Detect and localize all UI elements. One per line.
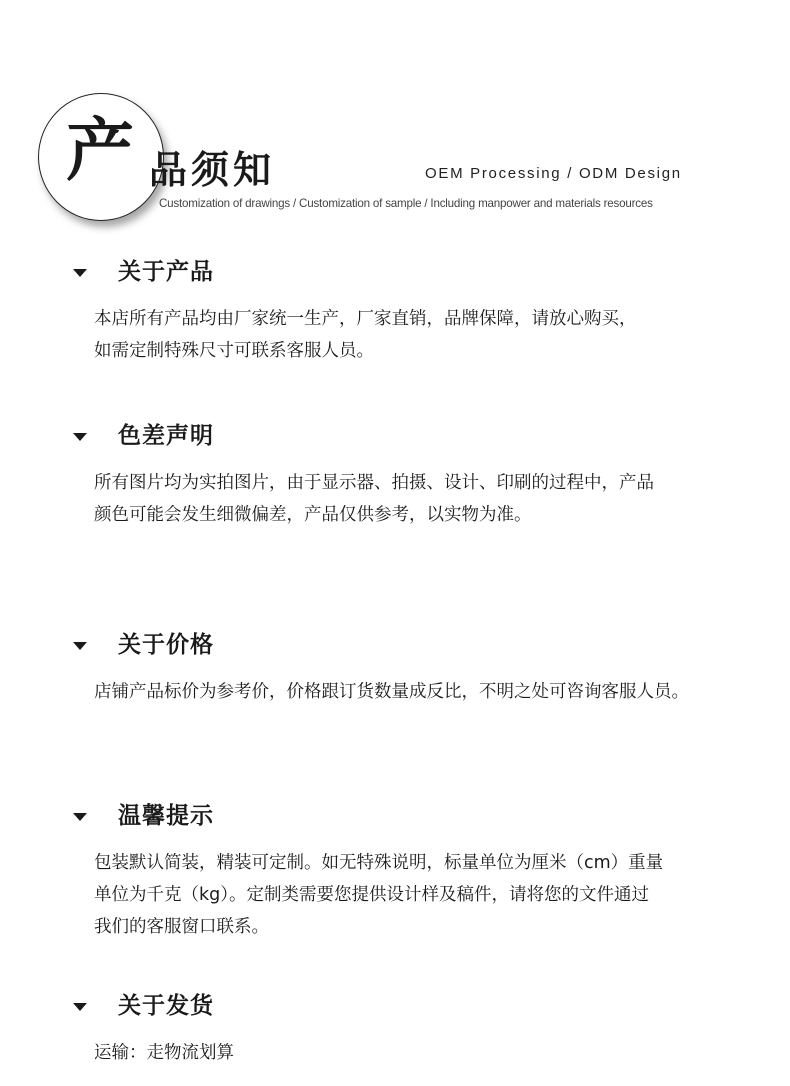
triangle-down-icon — [73, 433, 87, 441]
section-header — [0, 995, 790, 1025]
body-line: 颜色可能会发生细微偏差，产品仅供参考，以实物为准。 — [94, 505, 532, 525]
section-title: 色差声明 — [118, 423, 214, 449]
section-body — [94, 676, 694, 708]
body-line: 所有图片均为实拍图片，由于显示器、拍摄、设计、印刷的过程中，产品 — [94, 473, 654, 493]
section-header — [0, 261, 790, 291]
section-title: 温馨提示 — [118, 803, 214, 829]
body-line: 包装默认简装，精装可定制。如无特殊说明，标量单位为厘米（cm）重量 — [94, 853, 664, 873]
triangle-down-icon — [73, 1003, 87, 1011]
section-body — [94, 847, 694, 943]
body-line: 我们的客服窗口联系。 — [94, 917, 269, 937]
body-line: 如需定制特殊尺寸可联系客服人员。 — [94, 341, 374, 361]
section-header — [0, 425, 790, 455]
page-header — [0, 0, 790, 240]
triangle-down-icon — [73, 642, 87, 650]
section-title: 关于价格 — [118, 632, 214, 658]
section-title: 关于产品 — [118, 259, 214, 285]
oem-odm-label: OEM Processing / ODM Design — [425, 165, 682, 182]
section-header — [0, 634, 790, 664]
body-line: 店铺产品标价为参考价，价格跟订货数量成反比，不明之处可咨询客服人员。 — [94, 682, 689, 702]
body-line: 运输：走物流划算 — [94, 1043, 234, 1063]
section-title: 关于发货 — [118, 993, 214, 1019]
triangle-down-icon — [73, 813, 87, 821]
body-line: 单位为千克（kg）。定制类需要您提供设计样及稿件，请将您的文件通过 — [94, 885, 649, 905]
section-body — [94, 467, 694, 531]
body-line: 本店所有产品均由厂家统一生产，厂家直销，品牌保障，请放心购买， — [94, 309, 637, 329]
title-rest: 品须知 — [149, 148, 276, 192]
section-body — [94, 1037, 694, 1069]
title-big-char: 产 — [66, 112, 135, 191]
section-header — [0, 805, 790, 835]
section-body — [94, 303, 694, 367]
customization-subline: Customization of drawings / Customization of sample / Including manpower and materials resources — [159, 197, 653, 210]
triangle-down-icon — [73, 269, 87, 277]
